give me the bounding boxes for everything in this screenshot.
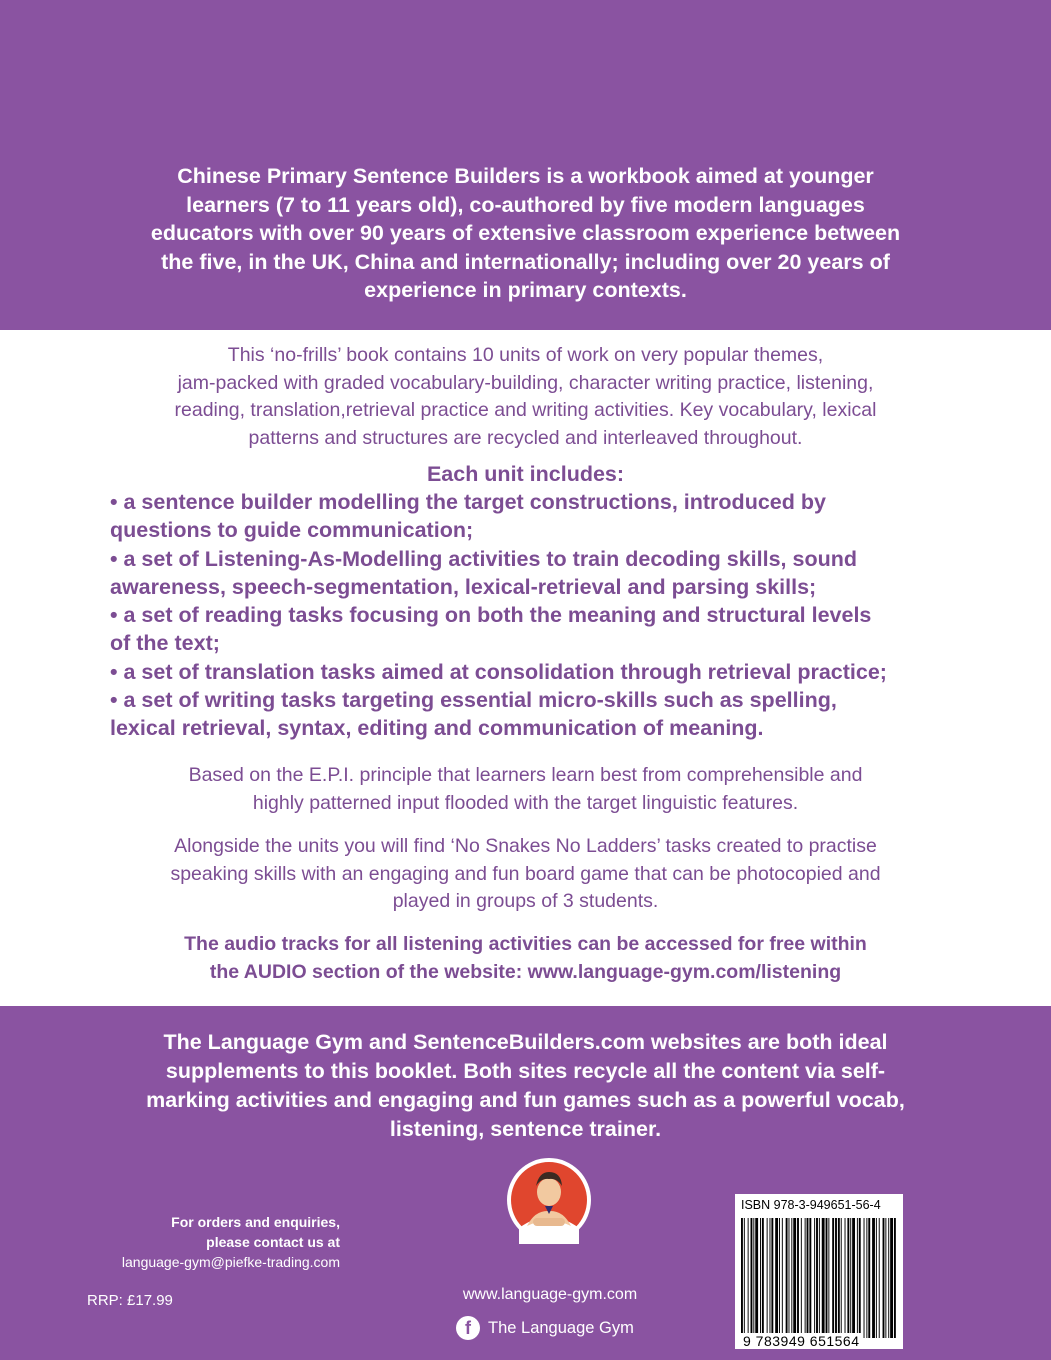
barcode-bar — [850, 1218, 851, 1338]
barcode-bar — [872, 1218, 875, 1338]
language-gym-logo — [505, 1156, 593, 1244]
list-item: • a sentence builder modelling the target constructions, introduced by — [110, 490, 826, 514]
description-line: the five, in the UK, China and internationally; including over 20 years of — [161, 249, 890, 274]
isbn-text: ISBN 978-3-949651-56-4 — [741, 1198, 881, 1212]
orders-line: please contact us at — [206, 1234, 340, 1250]
barcode-bar — [828, 1218, 829, 1338]
barcode-bar — [816, 1218, 818, 1338]
barcode-bar — [857, 1218, 858, 1338]
barcode-bar — [838, 1218, 840, 1338]
barcode-bar — [866, 1218, 867, 1338]
list-item: of the text; — [110, 631, 220, 656]
list-item: • a set of Listening-As-Modelling activities to train decoding skills, sound — [110, 546, 857, 571]
barcode-bar — [805, 1218, 806, 1338]
intro-line: reading, translation,retrieval practice and writing activities. Key vocabulary, lexical — [174, 399, 877, 421]
website-link[interactable]: www.language-gym.com — [462, 1286, 638, 1303]
orders-contact — [60, 1212, 340, 1272]
barcode-bar — [741, 1218, 743, 1338]
intro-paragraph — [100, 342, 951, 452]
barcode-bar — [779, 1218, 780, 1338]
barcode — [735, 1194, 903, 1349]
list-item: lexical retrieval, syntax, editing and communication of meaning. — [110, 716, 764, 741]
facebook-link[interactable] — [456, 1316, 634, 1340]
barcode-bar — [789, 1218, 790, 1338]
barcode-bar — [852, 1218, 855, 1338]
barcode-bar — [879, 1218, 880, 1338]
description-line: experience in primary contexts. — [364, 278, 687, 302]
list-item: • a set of translation tasks aimed at consolidation through retrieval practice; — [110, 659, 887, 684]
orders-line: For orders and enquiries, — [171, 1214, 340, 1230]
barcode-bar — [767, 1218, 768, 1338]
barcode-bar — [786, 1218, 788, 1338]
nsnl-paragraph — [100, 833, 951, 916]
barcode-bar — [845, 1218, 846, 1338]
intro-line: patterns and structures are recycled and interleaved throughout. — [248, 426, 803, 449]
websites-line: marking activities and engaging and fun games such as a powerful vocab, — [146, 1088, 905, 1112]
bottom-band — [0, 1006, 1051, 1360]
barcode-bar — [751, 1218, 753, 1338]
audio-line: the AUDIO section of the website: www.language-gym.com/listening — [209, 961, 842, 983]
barcode-bar — [801, 1218, 802, 1338]
barcode-bar — [755, 1218, 758, 1338]
barcode-bar — [807, 1218, 809, 1338]
barcode-bar — [771, 1218, 773, 1338]
barcode-bar — [819, 1218, 820, 1338]
list-item: • a set of writing tasks targeting essential micro-skills such as spelling, — [110, 688, 837, 713]
barcode-bar — [782, 1218, 783, 1338]
list-item: awareness, speech-segmentation, lexical-retrieval and parsing skills; — [110, 574, 817, 599]
nsnl-line: played in groups of 3 students. — [392, 890, 659, 912]
barcode-bar — [841, 1218, 842, 1338]
units-list — [110, 488, 960, 743]
barcode-bar — [826, 1218, 828, 1338]
nsnl-line: Alongside the units you will find ‘No Snakes No Ladders’ tasks created to practise — [174, 835, 877, 857]
content-section — [0, 330, 1051, 1006]
description-line: Chinese Primary Sentence Builders is a workbook aimed at younger — [177, 164, 874, 188]
websites-line: supplements to this booklet. Both sites recycle all the content via self- — [165, 1059, 886, 1083]
epi-paragraph — [100, 762, 951, 817]
barcode-bar — [832, 1218, 834, 1338]
top-band — [0, 0, 1051, 330]
epi-line: highly patterned input flooded with the target linguistic features. — [252, 791, 799, 814]
barcode-bar — [809, 1218, 811, 1338]
barcode-bar — [847, 1218, 849, 1338]
nsnl-line: speaking skills with an engaging and fun board game that can be photocopied and — [170, 862, 881, 885]
websites-paragraph — [100, 1028, 951, 1144]
description-line: learners (7 to 11 years old), co-authored by five modern languages — [186, 192, 865, 217]
intro-line: jam-packed with graded vocabulary-building, character writing practice, listening, — [177, 371, 874, 394]
barcode-bar — [753, 1218, 754, 1338]
audio-line: The audio tracks for all listening activities can be accessed for free within — [184, 933, 867, 955]
price-label: RRP: £17.99 — [87, 1292, 173, 1309]
barcode-bar — [859, 1218, 861, 1338]
description-line: educators with over 90 years of extensive classroom experience between — [150, 221, 901, 245]
barcode-bar — [883, 1218, 885, 1338]
websites-line: The Language Gym and SentenceBuilders.com websites are both ideal — [163, 1030, 888, 1054]
barcode-bar — [797, 1218, 799, 1338]
list-item: • a set of reading tasks focusing on both the meaning and structural levels — [110, 603, 872, 628]
barcode-bar — [760, 1218, 761, 1338]
barcode-bar — [775, 1218, 778, 1338]
barcode-bar — [748, 1218, 749, 1338]
intro-line: This ‘no-frills’ book contains 10 units of work on very popular themes, — [227, 344, 824, 366]
barcode-bar — [762, 1218, 764, 1338]
barcode-bar — [864, 1218, 865, 1338]
barcode-bar — [868, 1218, 870, 1338]
barcode-bar — [888, 1218, 889, 1338]
barcode-bar — [894, 1218, 896, 1338]
barcode-bar — [744, 1218, 745, 1338]
barcode-bar — [793, 1218, 796, 1338]
barcode-bar — [876, 1218, 877, 1338]
list-item: questions to guide communication; — [110, 518, 474, 543]
barcode-bar — [885, 1218, 886, 1338]
barcode-digits: 9 783949 651564 — [743, 1333, 860, 1349]
barcode-bar — [814, 1218, 815, 1338]
barcode-bar — [770, 1218, 771, 1338]
barcode-bar — [822, 1218, 825, 1338]
facebook-icon: f — [456, 1316, 480, 1340]
audio-paragraph — [80, 930, 971, 986]
units-heading: Each unit includes: — [426, 462, 625, 486]
websites-line: listening, sentence trainer. — [389, 1117, 662, 1141]
barcode-bar — [791, 1218, 792, 1338]
facebook-label: The Language Gym — [488, 1318, 634, 1337]
contact-email[interactable]: language-gym@piefke-trading.com — [121, 1254, 340, 1270]
barcode-bar — [890, 1218, 893, 1338]
barcode-bars — [739, 1218, 899, 1338]
barcode-bar — [835, 1218, 837, 1338]
description-paragraph — [100, 162, 951, 305]
epi-line: Based on the E.P.I. principle that learners learn best from comprehensible and — [188, 764, 863, 786]
